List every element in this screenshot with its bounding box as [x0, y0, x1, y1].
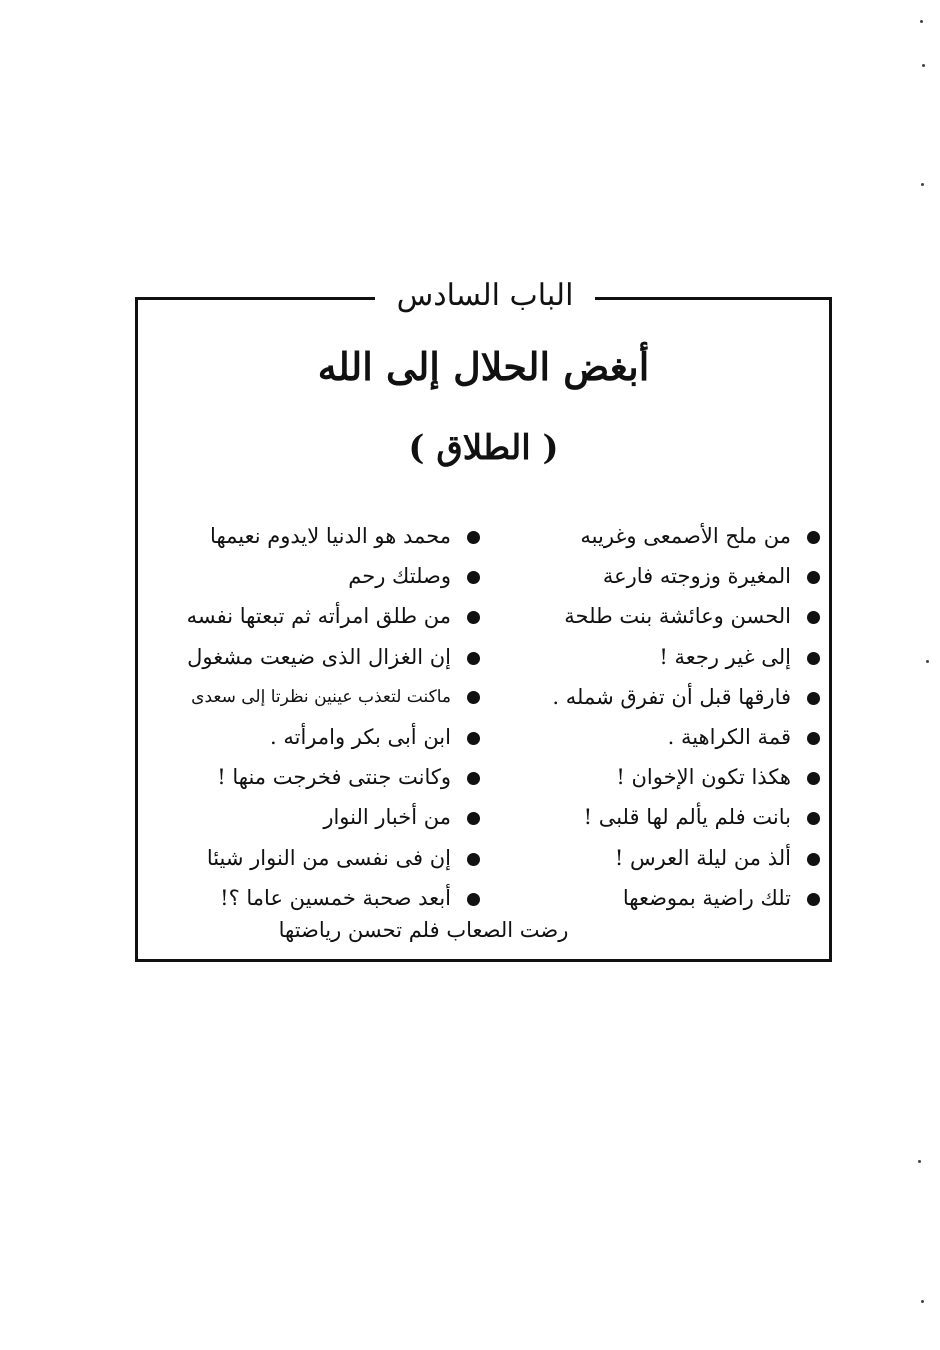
contents-column-left	[150, 516, 480, 918]
bullet-icon	[807, 692, 820, 705]
contents-item: من أخبار النوار	[150, 797, 480, 837]
contents-item: وصلتك رحم	[150, 556, 480, 596]
scan-speck	[920, 20, 923, 23]
contents-item: من ملح الأصمعى وغريبه	[480, 516, 820, 556]
contents-item: قمة الكراهية .	[480, 717, 820, 757]
contents-item: ألذ من ليلة العرس !	[480, 838, 820, 878]
bullet-icon	[467, 531, 480, 544]
chapter-title: أبغض الحلال إلى الله	[317, 344, 650, 389]
contents-column-right	[480, 516, 820, 918]
contents-item: بانت فلم يألم لها قلبى !	[480, 797, 820, 837]
bullet-icon	[807, 893, 820, 906]
bullet-icon	[467, 611, 480, 624]
bullet-icon	[807, 772, 820, 785]
scan-speck	[922, 64, 925, 67]
contents-item: إن الغزال الذى ضيعت مشغول	[150, 637, 480, 677]
contents-item: المغيرة وزوجته فارعة	[480, 556, 820, 596]
bullet-icon	[467, 893, 480, 906]
bullet-icon	[467, 772, 480, 785]
contents-item: إلى غير رجعة !	[480, 637, 820, 677]
contents-item: هكذا تكون الإخوان !	[480, 757, 820, 797]
contents-last-line: رضت الصعاب فلم تحسن رياضتها	[278, 918, 569, 942]
bullet-icon	[467, 812, 480, 825]
contents-item: تلك راضية بموضعها	[480, 878, 820, 918]
contents-item: محمد هو الدنيا لايدوم نعيمها	[150, 516, 480, 556]
contents-item: وكانت جنتى فخرجت منها !	[150, 757, 480, 797]
scan-speck	[921, 183, 924, 186]
scan-speck	[926, 660, 929, 663]
contents-item: من طلق امرأته ثم تبعتها نفسه	[150, 596, 480, 636]
contents-item: ابن أبى بكر وامرأته .	[150, 717, 480, 757]
contents-item: أبعد صحبة خمسين عاما ؟!	[150, 878, 480, 918]
bullet-icon	[807, 571, 820, 584]
contents-item: الحسن وعائشة بنت طلحة	[480, 596, 820, 636]
bullet-icon	[807, 732, 820, 745]
bullet-icon	[467, 571, 480, 584]
chapter-subtitle: ( الطلاق )	[408, 428, 559, 468]
scan-speck	[918, 1160, 921, 1163]
bullet-icon	[467, 732, 480, 745]
bullet-icon	[807, 652, 820, 665]
contents-item: إن فى نفسى من النوار شيئا	[150, 838, 480, 878]
contents-item: فارقها قبل أن تفرق شمله .	[480, 677, 820, 717]
bullet-icon	[807, 531, 820, 544]
scan-speck	[921, 1300, 924, 1303]
bullet-icon	[807, 853, 820, 866]
bullet-icon	[467, 691, 480, 704]
bullet-icon	[807, 611, 820, 624]
bullet-icon	[807, 812, 820, 825]
bullet-icon	[467, 853, 480, 866]
chapter-label: الباب السادس	[375, 276, 595, 316]
bullet-icon	[467, 652, 480, 665]
contents-item: ماكنت لتعذب عينين نظرتا إلى سعدى	[150, 677, 480, 717]
